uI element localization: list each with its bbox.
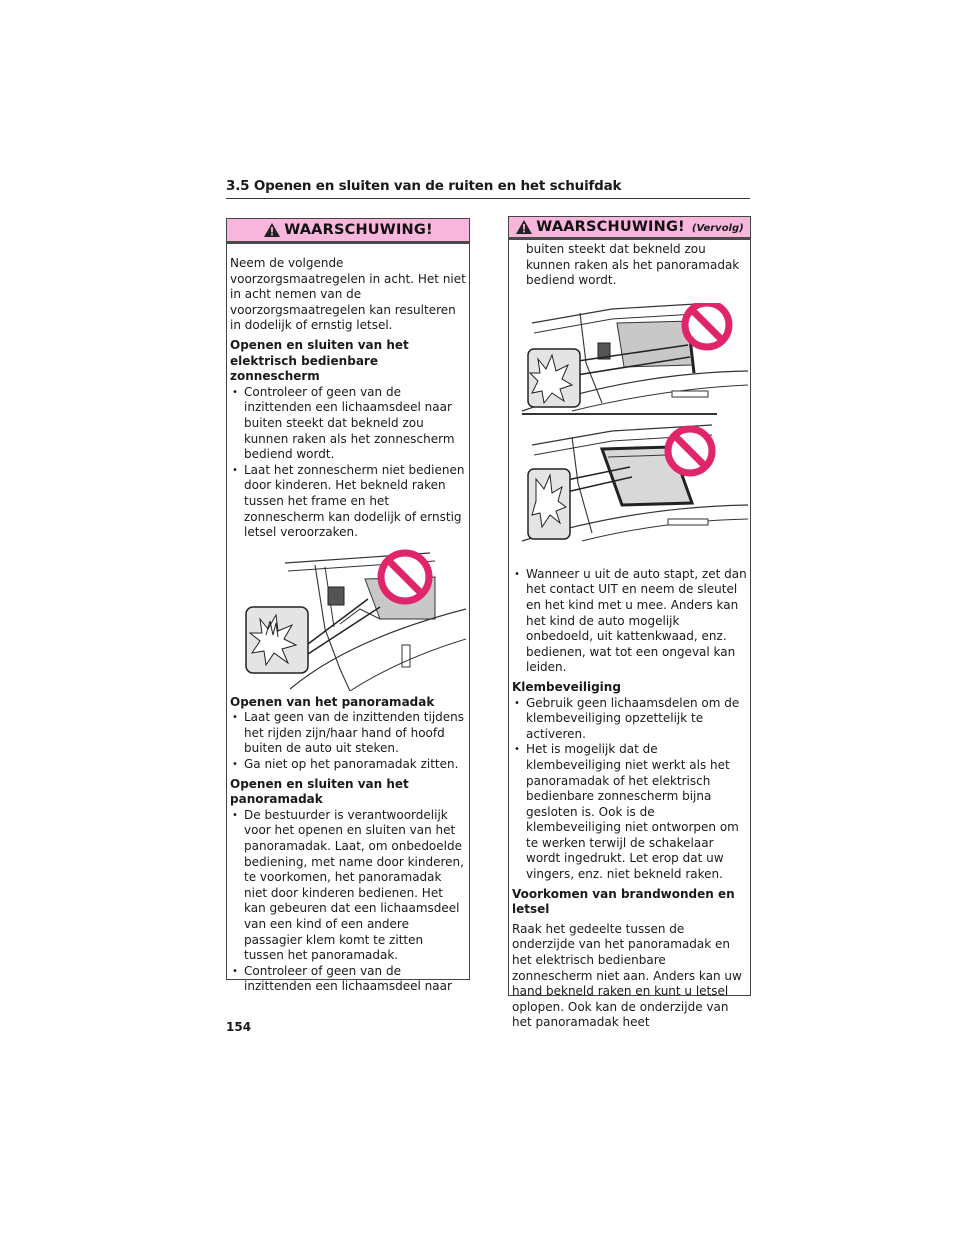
subheading: Openen en sluiten van het panoramadak [230, 776, 409, 807]
warning-title: WAARSCHUWING! [284, 222, 433, 238]
subheading: Openen van het panoramadak [230, 694, 435, 709]
prohibition-sign-icon [685, 303, 729, 347]
bullet-item: • Gebruik geen lichaamsdelen om de klembeveiliging opzettelijk te activeren. [512, 696, 747, 743]
warning-title: WAARSCHUWING! [536, 219, 685, 235]
burn-warning-text: Raak het gedeelte tussen de onderzijde van het panoramadak en het elektrisch bedienbare zonnescherm niet aan. Anders kan uw hand bekneld raken en kunt u letsel oplopen. Ook kan de onderzijde van het panoramadak heet [512, 921, 742, 1030]
bullet-item: • Controleer of geen van de inzittenden een lichaamsdeel naar [230, 964, 466, 995]
sunshade-illustration [230, 549, 466, 691]
subheading: Openen en sluiten van het elektrisch bedienbare zonnescherm [230, 337, 409, 384]
section-title: 3.5 Openen en sluiten van de ruiten en het schuifdak [226, 178, 750, 199]
continued-label: (Vervolg) [691, 223, 744, 234]
warning-box-left [226, 218, 470, 994]
warning-header [509, 217, 750, 240]
illustration-divider [522, 413, 717, 415]
bullet-item: • Controleer of geen van de inzittenden een lichaamsdeel naar buiten steekt dat bekneld zou kunnen raken als het zonnescherm bediend wordt. [230, 385, 466, 463]
bullet-item: • Het is mogelijk dat de klembeveiliging niet werkt als het panoramadak of het elektrisch bedienbare zonnescherm bijna gesloten is. Ook is de klembeveiliging niet ontworpen om te werken terwijl de schakelaar wordt ingedrukt. Let erop dat uw vingers, enz. niet bekneld raken. [512, 742, 747, 882]
bullet-item: • Laat het zonnescherm niet bedienen door kinderen. Het bekneld raken tussen het frame en het zonnescherm kan dodelijk of ernstig letsel veroorzaken. [230, 463, 466, 541]
bullet-item: • Laat geen van de inzittenden tijdens het rijden zijn/haar hand of hoofd buiten de auto uit steken. [230, 710, 466, 757]
warning-intro: Neem de volgende voorzorgsmaatregelen in acht. Het niet in acht nemen van de voorzorgsmaatregelen kan resulteren in dodelijk of ernstig letsel. [230, 256, 466, 333]
bullet-item: • Ga niet op het panoramadak zitten. [230, 757, 466, 773]
prohibition-sign-icon [381, 553, 429, 601]
prohibition-sign-icon [668, 429, 712, 473]
panorama-roof-illustration-2 [512, 423, 747, 543]
bullet-item: • De bestuurder is verantwoordelijk voor het openen en sluiten van het panoramadak. Laat, om onbedoelde bediening, met name door kinderen, te voorkomen, het panoramadak niet door kinderen bedienen. Het kan gebeuren dat een lichaamsdeel van een kind of een andere passagier klem komt te zitten tussen het panoramadak. [230, 808, 466, 964]
warning-triangle-icon [515, 219, 533, 235]
warning-box-right [508, 216, 751, 1030]
subheading: Klembeveiliging [512, 679, 621, 694]
continuation-text: buiten steekt dat bekneld zou kunnen raken als het panoramadak bediend wordt. [526, 242, 740, 288]
subheading: Voorkomen van brandwonden en letsel [512, 886, 735, 917]
warning-triangle-icon [263, 222, 281, 238]
warning-header [227, 219, 469, 244]
panorama-roof-illustration-1 [512, 303, 747, 413]
page-number: 154 [226, 1020, 252, 1034]
bullet-item: • Wanneer u uit de auto stapt, zet dan het contact UIT en neem de sleutel en het kind met u mee. Anders kan het kind de auto mogelijk onbedoeld, uit kattenkwaad, enz. bedienen, wat tot een ongeval kan leiden. [512, 567, 747, 676]
